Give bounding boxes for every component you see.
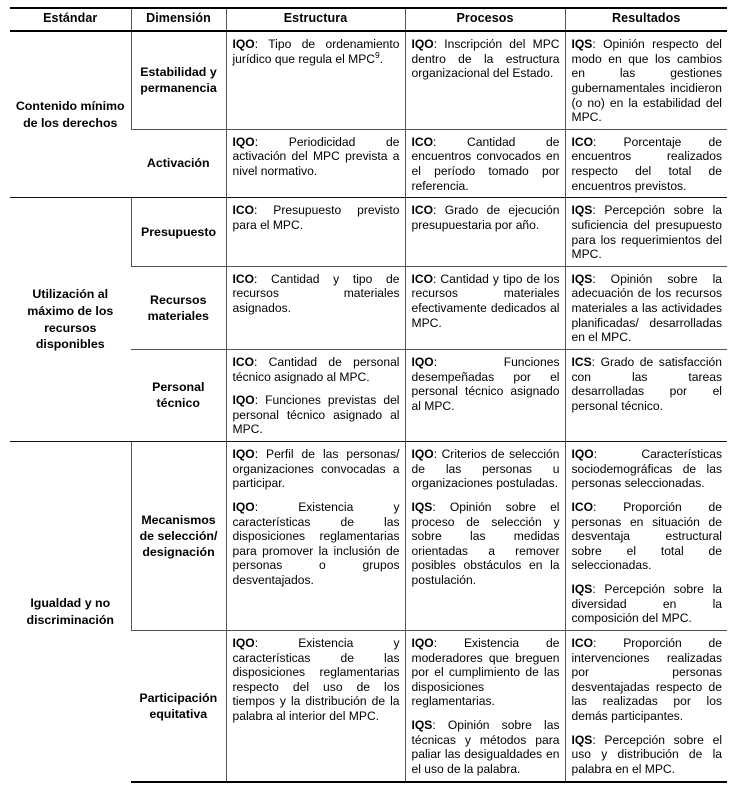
indicator-entry <box>233 636 400 724</box>
cell-procesos <box>405 198 565 267</box>
table-body <box>10 31 727 782</box>
indicator-text: : Porcentaje de encuentros realizados respecto del total de encuentros previstos. <box>571 134 722 193</box>
indicator-text: : Existencia y características de las disposiciones reglamentarias respecto del uso de los tiempos y la distribución de la palabra al interior del MPC. <box>232 635 400 723</box>
column-header-estructura: Estructura <box>226 8 405 31</box>
cell-procesos <box>405 630 565 781</box>
indicator-code: IQO <box>232 393 255 408</box>
standard-label: Contenido mínimo de los derechos <box>15 98 125 130</box>
indicator-entry <box>412 636 560 709</box>
indicator-text: : Cantidad de personal técnico asignado al MPC. <box>232 354 400 384</box>
indicator-text: : Opinión sobre el proceso de selección y sobre las medidas orientadas a remover posibles obstáculos en la postulación. <box>411 499 560 587</box>
indicator-code: IQO <box>232 635 255 650</box>
indicator-text: : Cantidad de encuentros convocados en el período tomado por referencia. <box>411 134 560 193</box>
column-header-resultados: Resultados <box>565 8 727 31</box>
footnote-marker: 9 <box>375 49 380 60</box>
indicator-text: : Existencia y características de las disposiciones reglamentarias para promover la inclusión de personas o grupos desventajados. <box>232 499 400 587</box>
cell-procesos <box>405 129 565 198</box>
indicator-text: : Presupuesto previsto para el MPC. <box>232 203 400 232</box>
indicator-code: IQS <box>411 499 433 514</box>
indicator-entry <box>572 272 723 345</box>
indicator-text: : Existencia de moderadores que breguen por el cumplimiento de las disposiciones reglamentarias. <box>411 635 560 709</box>
dimension-label: Mecanismos de selección/ designación <box>131 442 226 631</box>
indicator-code: ICO <box>232 203 255 218</box>
cell-estructura <box>226 129 405 198</box>
indicator-text: : Percepción sobre el uso y distribución de la palabra en el MPC. <box>571 732 722 776</box>
indicator-entry <box>233 135 400 179</box>
table-header <box>10 8 727 31</box>
cell-resultados <box>565 129 727 198</box>
column-header-estandar: Estándar <box>10 8 131 31</box>
cell-estructura <box>226 630 405 781</box>
indicator-entry <box>412 718 560 777</box>
cell-resultados <box>565 630 727 781</box>
indicator-code: IQO <box>232 134 255 149</box>
dimension-label: Personal técnico <box>131 349 226 441</box>
standard-label: Igualdad y no discriminación <box>10 442 131 782</box>
indicator-code: IQO <box>411 354 434 369</box>
indicator-entry <box>233 500 400 588</box>
indicator-entry <box>572 500 723 573</box>
indicator-code: IQS <box>571 203 593 218</box>
column-header-dimension: Dimensión <box>131 8 226 31</box>
dimension-label: Participación equitativa <box>131 630 226 781</box>
indicator-code: IQS <box>571 37 593 51</box>
indicator-entry <box>572 582 723 626</box>
indicator-code: ICO <box>571 499 594 514</box>
indicator-code: ICS <box>571 354 592 369</box>
indicator-entry <box>412 272 560 331</box>
indicator-code: IQO <box>411 635 434 650</box>
indicator-entry <box>412 447 560 491</box>
indicator-entry <box>233 37 400 66</box>
indicator-text: : Opinión sobre la adecuación de los recursos materiales a las actividades planificadas/ desarrolladas en el MPC. <box>571 271 722 345</box>
indicator-text: : Grado de satisfacción con las tareas desarrolladas por el personal técnico. <box>571 354 722 413</box>
dimension-label: Activación <box>131 129 226 198</box>
indicator-text: : Cantidad y tipo de recursos materiales asignados. <box>232 271 400 315</box>
indicator-code: ICO <box>411 134 434 149</box>
cell-resultados <box>565 349 727 441</box>
cell-resultados <box>565 442 727 631</box>
indicator-code: IQO <box>411 447 434 461</box>
cell-procesos <box>405 349 565 441</box>
indicator-text: : Tipo de ordenamiento jurídico que regula el MPC <box>232 37 400 66</box>
indicator-text: : Proporción de intervenciones realizadas por personas desventajadas respecto de las realizadas por los demás participantes. <box>571 635 722 723</box>
indicator-entry <box>572 135 723 194</box>
cell-procesos <box>405 442 565 631</box>
table-row <box>10 31 727 129</box>
indicator-code: ICO <box>411 271 434 286</box>
indicator-code: IQS <box>571 582 593 596</box>
cell-procesos <box>405 266 565 349</box>
table-row <box>10 198 727 267</box>
cell-estructura <box>226 198 405 267</box>
indicator-entry <box>412 203 560 232</box>
indicator-entry <box>572 636 723 724</box>
indicator-entry <box>233 393 400 437</box>
indicator-entry <box>572 733 723 777</box>
indicator-code: IQS <box>571 732 593 747</box>
indicator-code: ICO <box>411 203 434 218</box>
indicator-code: ICO <box>232 354 255 369</box>
indicator-text: : Criterios de selección de las personas u organizaciones postuladas. <box>411 447 560 491</box>
indicator-text: : Funciones previstas del personal técnico asignado al MPC. <box>232 393 400 437</box>
indicator-code: IQO <box>571 447 594 461</box>
indicator-code: IQS <box>571 271 593 286</box>
indicator-entry <box>233 355 400 384</box>
indicator-entry <box>412 37 560 81</box>
indicator-entry <box>233 203 400 232</box>
indicator-text-tail: . <box>379 51 384 66</box>
table-row <box>10 442 727 631</box>
indicator-entry <box>572 355 723 414</box>
indicator-code: ICO <box>571 134 594 149</box>
indicator-code: IQO <box>232 499 255 514</box>
cell-resultados <box>565 198 727 267</box>
cell-estructura <box>226 349 405 441</box>
cell-resultados <box>565 31 727 129</box>
indicator-text: : Opinión respecto del modo en que los cambios en las gestiones gubernamentales incidieron (o no) en la estabilidad del MPC. <box>571 37 722 125</box>
cell-resultados <box>565 266 727 349</box>
indicator-entry <box>412 135 560 194</box>
indicator-entry <box>412 500 560 588</box>
cell-estructura <box>226 31 405 129</box>
indicator-text: : Periodicidad de activación del MPC prevista a nivel normativo. <box>232 134 400 178</box>
dimension-label: Recursos materiales <box>131 266 226 349</box>
indicator-entry <box>572 203 723 262</box>
indicator-entry <box>572 447 723 491</box>
column-header-procesos: Procesos <box>405 8 565 31</box>
indicator-entry <box>233 447 400 491</box>
indicator-matrix-table-wrapper <box>10 7 727 783</box>
indicator-code: IQO <box>232 447 255 461</box>
indicator-text: : Características sociodemográficas de las personas seleccionadas. <box>571 447 722 491</box>
cell-estructura <box>226 266 405 349</box>
indicator-entry <box>233 272 400 316</box>
indicator-text: : Cantidad y tipo de los recursos materiales efectivamente dedicados al MPC. <box>411 271 560 330</box>
indicator-text: : Inscripción del MPC dentro de la estructura organizacional del Estado. <box>411 37 560 81</box>
indicator-text: : Perfil de las personas/ organizaciones convocadas a participar. <box>232 447 400 491</box>
indicator-code: IQO <box>232 37 255 51</box>
standard-label: Utilización al máximo de los recursos disponibles <box>10 198 131 442</box>
indicator-text: : Percepción sobre la diversidad en la composición del MPC. <box>571 582 722 626</box>
indicator-text: : Funciones desempeñadas por el personal técnico asignado al MPC. <box>411 354 560 413</box>
cell-procesos <box>405 31 565 129</box>
dimension-label: Estabilidad y permanencia <box>131 31 226 129</box>
table-header-row <box>10 8 727 31</box>
dimension-label: Presupuesto <box>131 198 226 267</box>
indicator-text: : Opinión sobre las técnicas y métodos para paliar las desigualdades en el uso de la palabra. <box>411 718 560 776</box>
indicator-entry <box>412 355 560 414</box>
indicator-text: : Grado de ejecución presupuestaria por año. <box>411 203 560 232</box>
indicator-code: ICO <box>232 271 255 286</box>
indicator-entry <box>572 37 723 125</box>
indicator-code: IQS <box>411 718 433 732</box>
indicator-text: : Proporción de personas en situación de desventaja estructural sobre el total de seleccionadas. <box>571 499 722 573</box>
indicator-text: : Percepción sobre la suficiencia del presupuesto para los requerimientos del MPC. <box>571 203 722 262</box>
indicator-matrix-table <box>10 7 727 783</box>
indicator-code: ICO <box>571 635 594 650</box>
cell-estructura <box>226 442 405 631</box>
indicator-code: IQO <box>411 37 434 51</box>
